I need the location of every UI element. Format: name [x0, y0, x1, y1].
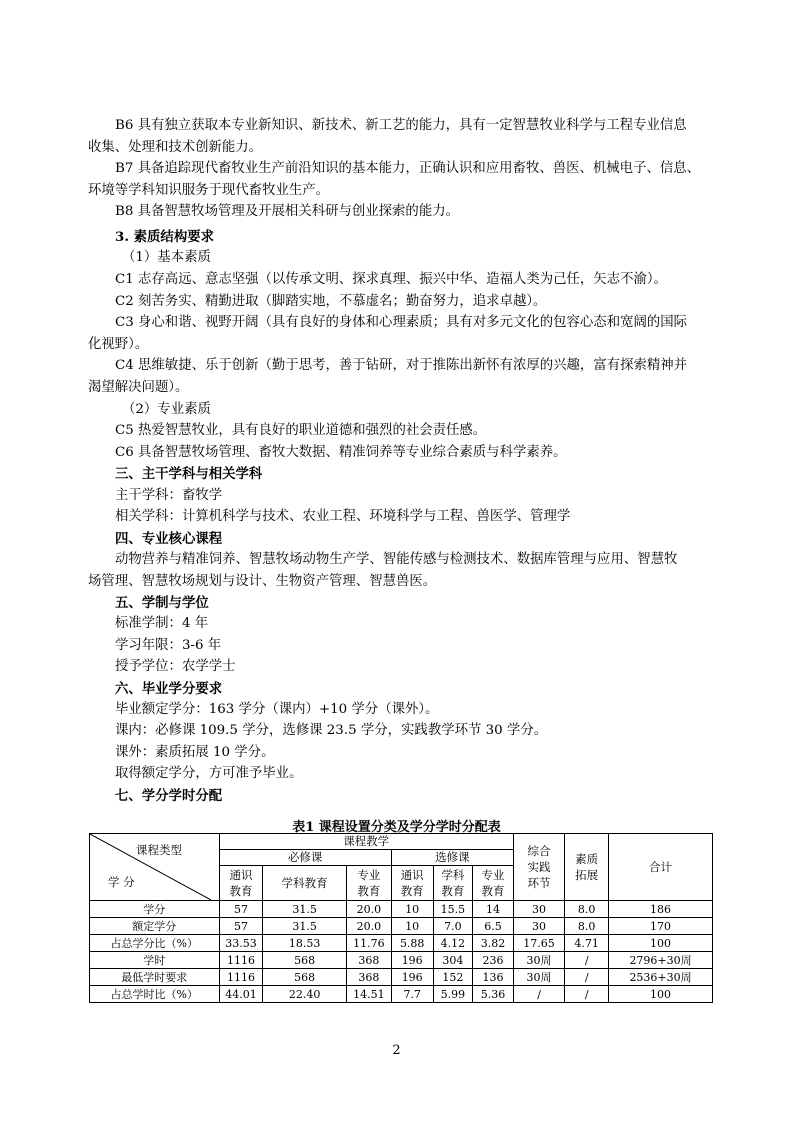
header-required: 必修课 [219, 850, 391, 866]
table-cell: 22.40 [263, 986, 346, 1003]
table-cell: 1116 [219, 969, 263, 986]
paragraph-c4-line2: 渴望解决问题）。 [88, 380, 189, 395]
paragraph-c4-line1: C4 思维敏捷、乐于创新（勤于思考，善于钻研，对于推陈出新怀有浓厚的兴趣，富有探索精神并 [115, 358, 688, 373]
table-cell: 7.7 [391, 986, 433, 1003]
heading-graduation-credits: 六、毕业学分要求 [115, 681, 223, 697]
table-cell: 18.53 [263, 935, 346, 952]
table-cell: 31.5 [263, 901, 346, 918]
table-row [90, 986, 713, 1003]
table-body [90, 901, 713, 1003]
row-label: 额定学分 [90, 918, 220, 935]
paragraph-study-span: 学习年限：3-6 年 [115, 638, 222, 653]
table-cell: 196 [391, 952, 433, 969]
table-cell: 44.01 [219, 986, 263, 1003]
header-required-major: 专业教育 [346, 866, 391, 901]
paragraph-related-subjects: 相关学科：计算机科学与技术、农业工程、环境科学与工程、兽医学、管理学 [115, 509, 571, 524]
subheading-professional-quality: （2）专业素质 [122, 402, 211, 417]
row-label: 学时 [90, 952, 220, 969]
paragraph-b6-line1: B6 具有独立获取本专业新知识、新技术、新工艺的能力，具有一定智慧牧业科学与工程专业信息 [115, 118, 687, 133]
table-cell: 368 [346, 952, 391, 969]
paragraph-credits-in-class: 课内：必修课 109.5 学分，选修课 23.5 学分，实践教学环节 30 学分。 [115, 723, 548, 738]
header-required-general: 通识教育 [219, 866, 263, 901]
table-cell: 5.99 [433, 986, 473, 1003]
paragraph-c3-line2: 化视野）。 [88, 337, 149, 352]
heading-quality-structure: 3. 素质结构要求 [115, 229, 214, 245]
row-label: 占总学分比（%） [90, 935, 220, 952]
corner-credit-label: 学 分 [108, 875, 135, 889]
table-cell: 136 [473, 969, 514, 986]
paragraph-b8: B8 具备智慧牧场管理及开展相关科研与创业探索的能力。 [115, 204, 459, 219]
table-cell: 57 [219, 918, 263, 935]
table-cell: 4.12 [433, 935, 473, 952]
header-quality-expansion: 素质拓展 [565, 834, 609, 901]
paragraph-c1: C1 志存高远、意志坚强（以传承文明、探求真理、振兴中华、造福人类为己任，矢志不渝）。 [115, 272, 667, 287]
table-cell: 304 [433, 952, 473, 969]
table-cell: / [565, 986, 609, 1003]
header-practice: 综合实践环节 [513, 834, 564, 901]
paragraph-c2: C2 刻苦务实、精勤进取（脚踏实地，不慕虚名；勤奋努力，追求卓越）。 [115, 294, 547, 309]
table-cell: 2536+30周 [609, 969, 713, 986]
paragraph-b7-line2: 环境等学科知识服务于现代畜牧业生产。 [88, 183, 330, 198]
page-number: 2 [392, 1043, 401, 1058]
table-cell: 30 [513, 918, 564, 935]
header-elective: 选修课 [391, 850, 513, 866]
corner-course-type-label: 课程类型 [136, 843, 182, 857]
table-cell: 17.65 [513, 935, 564, 952]
paragraph-c3-line1: C3 身心和谐、视野开阔（具有良好的身体和心理素质；具有对多元文化的包容心态和宽阔的国际 [115, 315, 688, 330]
table-cell: 1116 [219, 952, 263, 969]
table-cell: 236 [473, 952, 514, 969]
table-row [90, 935, 713, 952]
table-cell: 11.76 [346, 935, 391, 952]
subheading-basic-quality: （1）基本素质 [122, 250, 211, 265]
table-cell: 4.71 [565, 935, 609, 952]
table-cell: 6.5 [473, 918, 514, 935]
table-cell: 20.0 [346, 901, 391, 918]
table-cell: 152 [433, 969, 473, 986]
table-row [90, 901, 713, 918]
table-cell: 568 [263, 952, 346, 969]
table-cell: 30周 [513, 952, 564, 969]
table-cell: 100 [609, 935, 713, 952]
header-elective-major: 专业教育 [473, 866, 514, 901]
table-cell: 368 [346, 969, 391, 986]
table-corner-header [90, 834, 220, 901]
row-label: 最低学时要求 [90, 969, 220, 986]
table-cell: 10 [391, 918, 433, 935]
table-cell: 2796+30周 [609, 952, 713, 969]
table-cell: 14.51 [346, 986, 391, 1003]
paragraph-degree: 授予学位：农学学士 [115, 659, 236, 674]
table-cell: 30周 [513, 969, 564, 986]
table-cell: / [513, 986, 564, 1003]
paragraph-core-line1: 动物营养与精准饲养、智慧牧场动物生产学、智能传感与检测技术、数据库管理与应用、智慧牧 [115, 552, 678, 567]
table-cell: 100 [609, 986, 713, 1003]
table-cell: 8.0 [565, 901, 609, 918]
table-cell: 8.0 [565, 918, 609, 935]
table-cell: 3.82 [473, 935, 514, 952]
paragraph-c5: C5 热爱智慧牧业，具有良好的职业道德和强烈的社会责任感。 [115, 423, 487, 438]
header-elective-general: 通识教育 [391, 866, 433, 901]
table-row [90, 969, 713, 986]
paragraph-standard-duration: 标准学制：4 年 [115, 616, 209, 631]
header-course-teaching: 课程教学 [219, 834, 513, 850]
table-cell: / [565, 952, 609, 969]
header-elective-discipline: 学科教育 [433, 866, 473, 901]
table-cell: 186 [609, 901, 713, 918]
table-cell: 20.0 [346, 918, 391, 935]
table-row [90, 918, 713, 935]
row-label: 学分 [90, 901, 220, 918]
table-cell: 33.53 [219, 935, 263, 952]
heading-duration-degree: 五、学制与学位 [115, 595, 209, 611]
table-cell: 7.0 [433, 918, 473, 935]
table-cell: 31.5 [263, 918, 346, 935]
paragraph-main-subject: 主干学科：畜牧学 [115, 488, 223, 503]
heading-core-courses: 四、专业核心课程 [115, 531, 223, 547]
row-label: 占总学时比（%） [90, 986, 220, 1003]
heading-subjects: 三、主干学科与相关学科 [115, 466, 263, 482]
table-cell: 196 [391, 969, 433, 986]
paragraph-b7-line1: B7 具备追踪现代畜牧业生产前沿知识的基本能力，正确认识和应用畜牧、兽医、机械电子、信息、 [115, 161, 701, 176]
table-cell: 57 [219, 901, 263, 918]
header-required-discipline: 学科教育 [263, 866, 346, 901]
paragraph-credits-extracurricular: 课外：素质拓展 10 学分。 [115, 745, 275, 760]
paragraph-c6: C6 具备智慧牧场管理、畜牧大数据、精准饲养等专业综合素质与科学素养。 [115, 445, 567, 460]
table-cell: / [565, 969, 609, 986]
table-row [90, 952, 713, 969]
header-total: 合计 [609, 834, 713, 901]
table-cell: 5.36 [473, 986, 514, 1003]
heading-credit-hour-allocation: 七、学分学时分配 [115, 788, 223, 804]
paragraph-credits-total: 毕业额定学分：163 学分（课内）+10 学分（课外）。 [115, 702, 439, 717]
table-cell: 10 [391, 901, 433, 918]
paragraph-core-line2: 场管理、智慧牧场规划与设计、生物资产管理、智慧兽医。 [88, 574, 437, 589]
table-cell: 5.88 [391, 935, 433, 952]
credit-allocation-table [89, 833, 713, 1003]
table-caption: 表1 课程设置分类及学分学时分配表 [292, 820, 501, 835]
table-cell: 568 [263, 969, 346, 986]
table-cell: 15.5 [433, 901, 473, 918]
table-cell: 14 [473, 901, 514, 918]
table-cell: 30 [513, 901, 564, 918]
paragraph-b6-line2: 收集、处理和技术创新能力。 [88, 140, 263, 155]
table-cell: 170 [609, 918, 713, 935]
paragraph-credits-note: 取得额定学分，方可准予毕业。 [115, 766, 303, 781]
